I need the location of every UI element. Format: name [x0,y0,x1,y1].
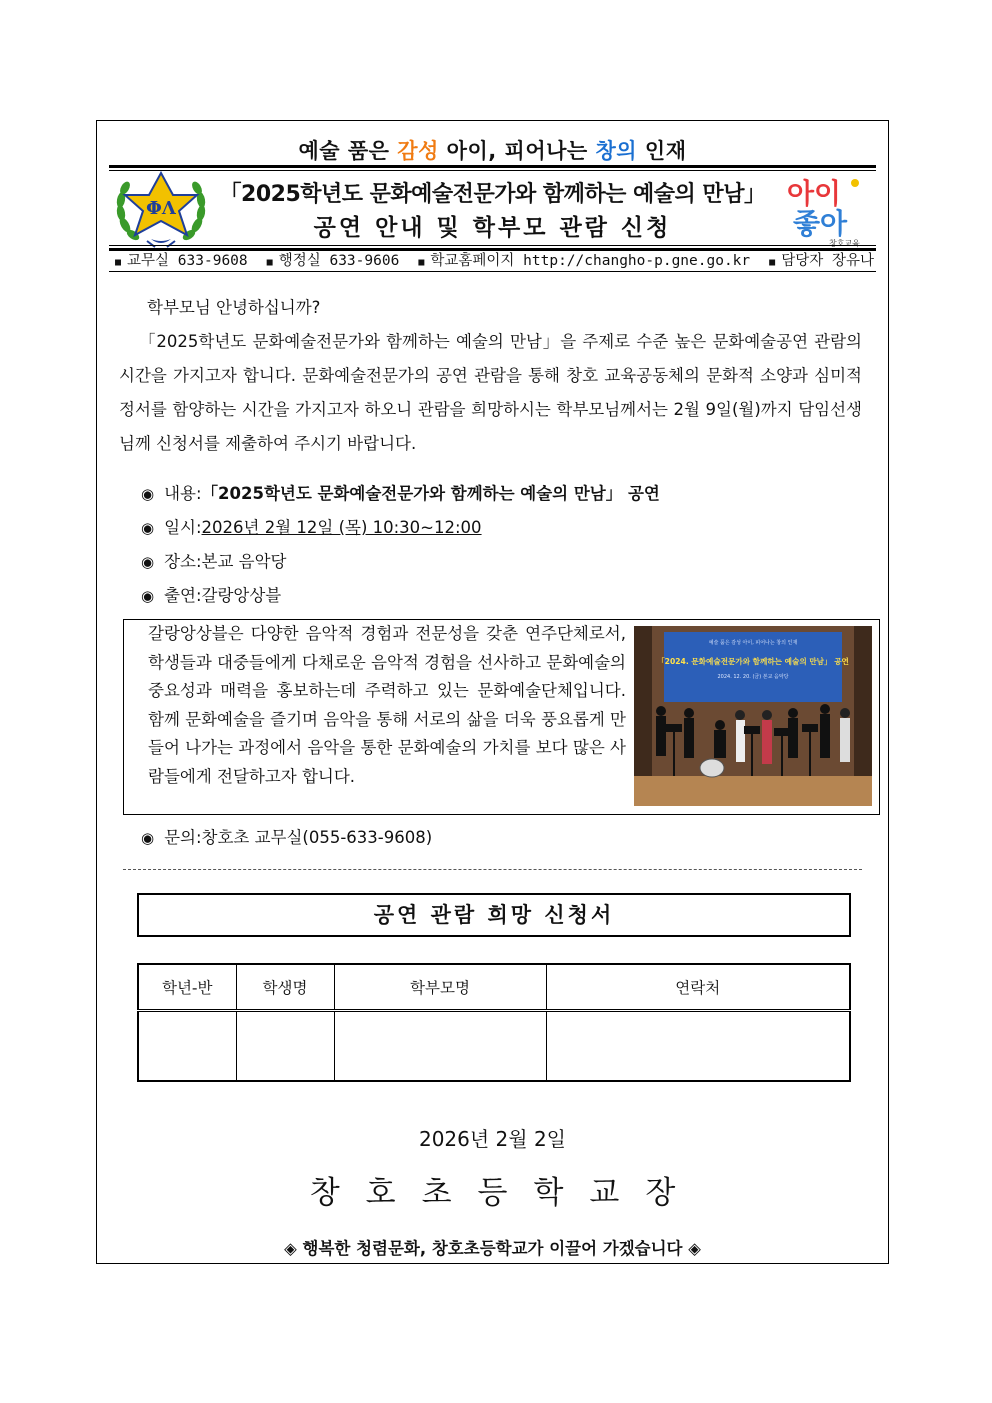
letter-body [119,291,862,461]
motto-part: 아이, 피어나는 [438,139,596,163]
contact-admin: ■ 행정실 633-9606 [267,249,400,270]
application-form-table [137,963,851,1082]
motto-highlight-emotion: 감성 [397,139,439,163]
contact-office: ■ 교무실 633-9608 [115,249,248,270]
detail-label: 일시: [164,518,202,537]
detail-label: 장소: [164,552,202,571]
form-entry-row [138,1011,850,1082]
school-motto [97,135,888,165]
banner-small-text: 예술 품은 감성 아이, 피어나는 창의 인재 [708,640,798,646]
form-column-header: 학부모명 [334,964,546,1011]
form-column-header: 학생명 [236,964,334,1011]
motto-part: 인재 [637,139,687,163]
form-column-header: 학년-반 [138,964,236,1011]
bullet-icon: ◉ [141,519,155,537]
header-rule [109,165,876,171]
greeting: 학부모님 안녕하십니까? [147,298,321,317]
bullet-icon: ◉ [141,829,155,847]
detail-place [141,545,660,579]
document-title-line1: 「2025학년도 문화예술전문가와 함께하는 예술의 만남」 [219,182,766,207]
bullet-icon: ◉ [141,587,155,605]
form-column-header: 연락처 [546,964,850,1011]
detail-value: 2026년 2월 12일 (목) 10:30~12:00 [201,518,482,537]
form-header-row [138,964,850,1011]
logo-text-top: 아이 [787,177,842,210]
motto-part: 예술 품은 [298,139,398,163]
bullet-icon: ◉ [141,485,155,503]
issue-date: 2026년 2월 2일 [418,1127,567,1151]
form-title: 공연 관람 희망 신청서 [137,893,851,937]
bullet-icon: ◉ [141,553,155,571]
contact-homepage[interactable]: ■ 학교홈페이지 http://changho-p.gne.go.kr [418,249,750,270]
detail-label: 문의: [164,828,202,847]
detail-value: 「2025학년도 문화예술전문가와 함께하는 예술의 만남」 공연 [201,484,660,503]
document-title-line2: 공연 안내 및 학부모 관람 신청 [313,215,672,241]
cut-line [123,869,862,870]
contact-rule [109,271,876,272]
event-details [141,477,660,613]
detail-inquiry [141,821,432,855]
detail-content [141,477,660,511]
contact-bar [115,249,874,270]
intro-paragraph: 「2025학년도 문화예술전문가와 함께하는 예술의 만남」을 주제로 수준 높은 문화예술공연 관람의 시간을 가지고자 합니다. 문화예술전문가의 공연 관람을 통해 창호 교육공동체의 문화적 소양과 심미적 정서를 함양하는 시간을 가지고자 하오니 관람을 희망하시는 학부모님께서는 2월 9일(월)까지 담임선생님께 신청서를 제출하여 주시기 바랍니다. [119,332,862,453]
svg-text:ΦΛ: ΦΛ [146,198,176,219]
grade-class-cell[interactable] [138,1011,236,1082]
banner-main-text: 「2024. 문화예술전문가와 함께하는 예술의 만남」 공연 [657,657,849,666]
detail-value: 갈랑앙상블 [201,586,282,605]
document-frame [96,120,889,1264]
detail-label: 내용: [164,484,202,503]
student-name-cell[interactable] [236,1011,334,1082]
detail-date [141,511,660,545]
detail-cast [141,579,660,613]
parent-name-cell[interactable] [334,1011,546,1082]
school-emblem-icon [111,169,211,249]
detail-value: 본교 음악당 [201,552,287,571]
logo-text-bottom: 좋아 [793,207,848,240]
detail-value: 창호초 교무실(055-633-9608) [201,828,433,847]
performer-description: 갈랑앙상블은 다양한 음악적 경험과 전문성을 갖춘 연주단체로서, 학생들과 대중들에게 다채로운 음악적 경험을 선사하고 문화예술의 중요성과 매력을 홍보하는데 주력하고 있는 문화예술단체입니다. 함께 문화예술을 즐기며 음악을 통해 서로의 삶을 더욱 풍요롭게 만들어 나가는 과정에서 음악을 통한 문화예술의 가치를 보다 많은 사람들에게 전달하고자 합니다. [148,624,626,786]
education-logo-icon [781,169,871,249]
contact-manager: ■ 담당자 장유나 [769,249,874,270]
contact-cell[interactable] [546,1011,850,1082]
performance-photo [634,626,872,806]
logo-caption: 창호교육 [829,239,860,248]
footer-slogan: ◈ 행복한 청렴문화, 창호초등학교가 이끌어 가겠습니다 ◈ [284,1239,701,1258]
banner-date-text: 2024. 12. 20. (금) 본교 음악당 [717,674,789,680]
principal-signature: 창호초등학교장 [309,1175,702,1211]
motto-highlight-creativity: 창의 [595,139,638,163]
performer-box [123,619,880,815]
detail-label: 출연: [164,586,202,605]
